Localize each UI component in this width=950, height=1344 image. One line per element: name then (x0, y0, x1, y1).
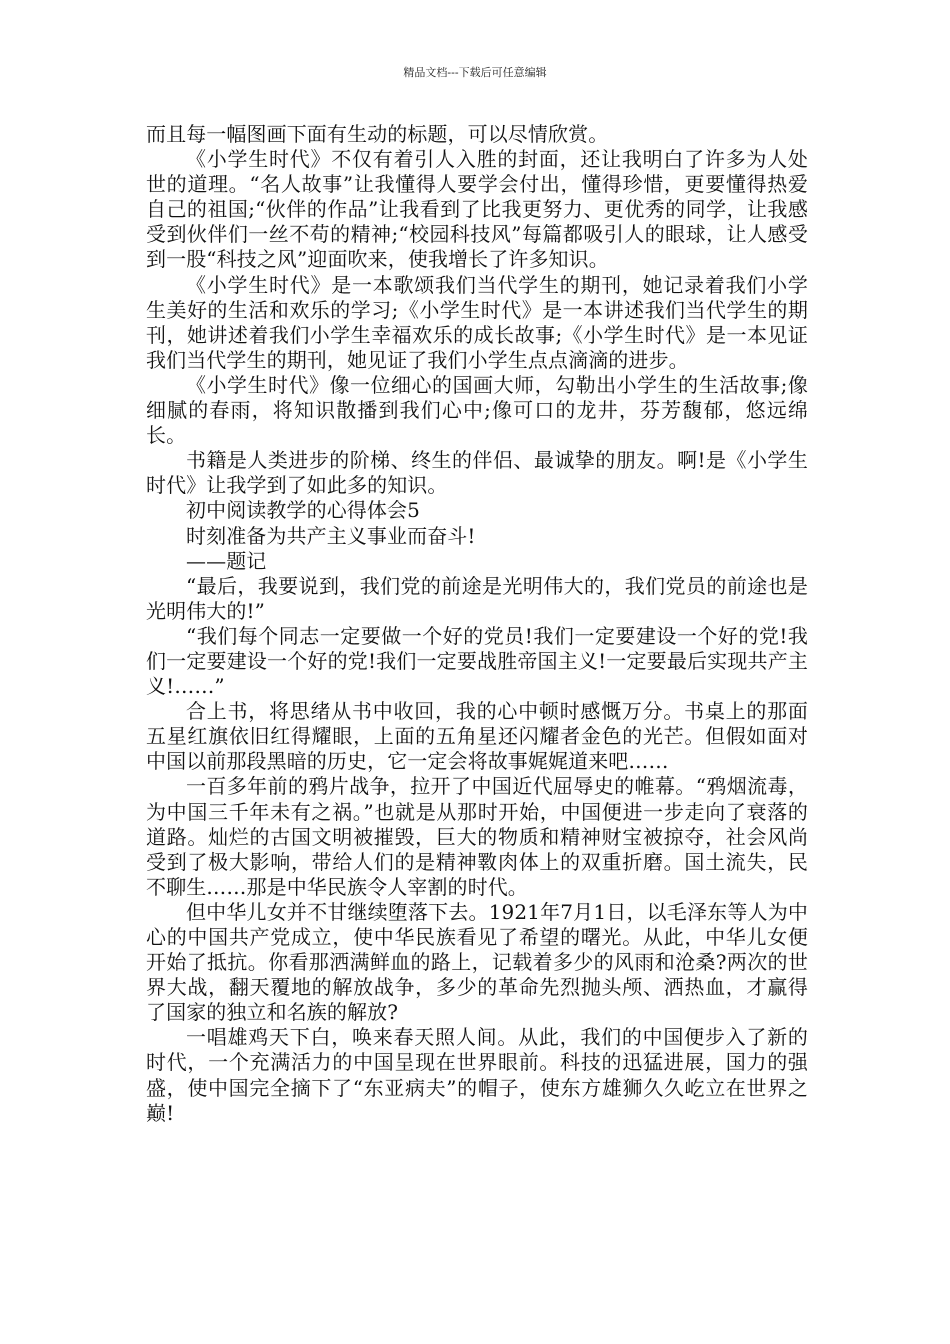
paragraph: 合上书，将思绪从书中收回，我的心中顿时感慨万分。书桌上的那面五星红旗依旧红得耀眼，上面的五角星还闪耀者金色的光芒。但假如面对中国以前那段黑暗的历史，它一定会将故事娓娓道来吧…… (146, 699, 808, 774)
paragraph: 而且每一幅图画下面有生动的标题，可以尽情欣赏。 (146, 122, 609, 146)
epigraph: 时刻准备为共产主义事业而奋斗! (186, 523, 476, 548)
quotation: “最后，我要说到，我们党的前途是光明伟大的，我们党员的前途也是光明伟大的!” (146, 573, 808, 623)
paragraph: 《小学生时代》像一位细心的国画大师，勾勒出小学生的生活故事;像细腻的春雨，将知识散播到我们心中;像可口的龙井，芬芳馥郁，悠远绵长。 (146, 372, 808, 448)
epigraph-attribution: ——题记 (186, 548, 267, 573)
paragraph: 一百多年前的鸦片战争，拉开了中国近代屈辱史的帷幕。“鸦烟流毒，为中国三千年未有之祸。”也就是从那时开始，中国便进一步走向了衰落的道路。灿烂的古国文明被摧毁，巨大的物质和精神财宝被掠夺，社会风尚受到了极大影响，带给人们的是精神斁肉体上的双重折磨。国土流失，民不聊生……那是中华民族令人宰割的时代。 (146, 774, 808, 899)
document-body (146, 122, 808, 1126)
paragraph: 书籍是人类进步的阶梯、终生的伴侣、最诚挚的朋友。啊!是《小学生时代》让我学到了如此多的知识。 (146, 448, 808, 498)
paragraph: 一唱雄鸡天下白，唤来春天照人间。从此，我们的中国便步入了新的时代，一个充满活力的中国呈现在世界眼前。科技的迅猛进展，国力的强盛，使中国完全摘下了“东亚病夫”的帽子，使东方雄狮久久屹立在世界之巅! (146, 1025, 808, 1125)
quotation: “我们每个同志一定要做一个好的党员!我们一定要建设一个好的党!我们一定要建设一个好的党!我们一定要战胜帝国主义!一定要最后实现共产主义!……” (146, 623, 808, 699)
paragraph: 《小学生时代》是一本歌颂我们当代学生的期刊，她记录着我们小学生美好的生活和欢乐的学习;《小学生时代》是一本讲述我们当代学生的期刊，她讲述着我们小学生幸福欢乐的成长故事;《小学生时代》是一本见证我们当代学生的期刊，她见证了我们小学生点点滴滴的进步。 (146, 272, 808, 372)
section-heading: 初中阅读教学的心得体会5 (186, 498, 420, 523)
paragraph: 《小学生时代》不仅有着引人入胜的封面，还让我明白了许多为人处世的道理。“名人故事”让我懂得人要学会付出，懂得珍惜，更要懂得热爱自己的祖国;“伙伴的作品”让我看到了比我更努力、更优秀的同学，让我感受到伙伴们一丝不苟的精神;“校园科技风”每篇都吸引人的眼球，让人感受到一股“科技之风”迎面吹来，使我增长了许多知识。 (146, 147, 808, 272)
page-header-watermark: 精品文档---下载后可任意编辑 (403, 66, 547, 79)
paragraph: 但中华儿女并不甘继续堕落下去。1921年7月1日，以毛泽东等人为中心的中国共产党成立，使中华民族看见了希望的曙光。从此，中华儿女便开始了抵抗。你看那洒满鲜血的路上，记载着多少的风雨和沧桑?两次的世界大战，翻天覆地的解放战争，多少的革命先烈抛头颅、洒热血，才赢得了国家的独立和名族的解放? (146, 899, 808, 1025)
